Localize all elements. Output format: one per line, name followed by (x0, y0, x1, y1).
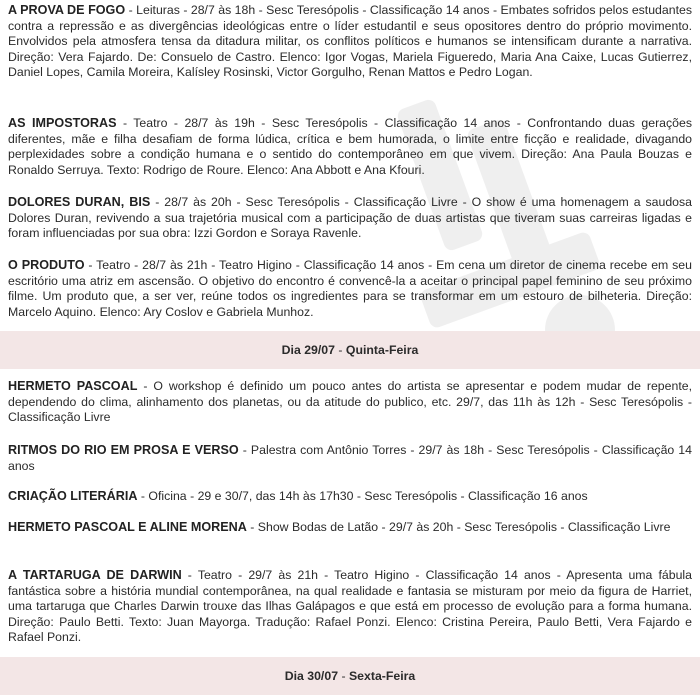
event-a-tartaruga-de-darwin: A TARTARUGA DE DARWIN - Teatro - 29/7 às 21h - Teatro Higino - Classificação 14 anos - Apresenta uma fábula fantástica sobre a história mundial contemporânea, na qual realidade e fantasia se misturam por meio da figura de Harriet, uma tartaruga que Charles Darwin trouxe das Ilhas Galápagos e que está em processo de evolução para a forma humana. Direção: Paulo Betti. Texto: Juan Mayorga. Tradução: Rafael Ponzi. Elenco: Cristina Pereira, Paulo Betti, Vera Fajardo e Rafael Ponzi. (8, 568, 692, 645)
event-criacao-literaria: CRIAÇÃO LITERÁRIA - Oficina - 29 e 30/7, das 14h às 17h30 - Sesc Teresópolis - Classificação 16 anos (8, 489, 588, 503)
day-date: Dia 30/07 (284, 669, 339, 683)
event-description: Teatro - 28/7 às 19h - Sesc Teresópolis - Classificação 14 anos - Confrontando duas gerações diferentes, mãe e filha desafiam de forma lúdica, crítica e bem humorada, o limite entre ficção e realidade, divagando perplexidades sobre a condição humana e o sentido do contemporâneo em que vivem. Direção: Ana Paula Bouzas e Ronaldo Serruya. Texto: Rodrigo de Roure. Elenco: Ana Abbott e Ana Kfouri. (8, 116, 692, 177)
day-date: Dia 29/07 (281, 343, 335, 357)
event-description: O workshop é definido um pouco antes do artista se apresentar e podem mudar de repente, dependendo do clima, alinhamento dos planetas, ou da atitude do publico, etc. 29/7, das 11h às 12h - Sesc Teresópolis - Classificação Livre (8, 379, 692, 425)
event-title: A PROVA DE FOGO (8, 3, 126, 17)
event-hermeto-pascoal: HERMETO PASCOAL - O workshop é definido um pouco antes do artista se apresentar e podem mudar de repente, dependendo do clima, alinhamento dos planetas, ou da atitude do publico, etc. 29/7, das 11h às 12h - Sesc Teresópolis - Classificação Livre (8, 379, 692, 425)
day-header-30-07: Dia 30/07 - Sexta-Feira (0, 657, 700, 695)
day-weekday: Quinta-Feira (345, 343, 419, 357)
event-hermeto-e-aline: HERMETO PASCOAL E ALINE MORENA - Show Bodas de Latão - 29/7 às 20h - Sesc Teresópolis - Classificação Livre (8, 520, 671, 534)
event-description: Leituras - 28/7 às 18h - Sesc Teresópolis - Classificação 14 anos - Embates sofridos pelos estudantes contra a repressão e as divergências ideológicas entre o líder estudantil e seus opositores dentro do próprio movimento. Envolvidos pela atmosfera tensa da ditadura militar, os conflitos políticos e humanos se intensificam durante a narrativa. Direção: Vera Fajardo. De: Consuelo de Castro. Elenco: Igor Vogas, Mariela Figueredo, Maria Ana Caixe, Lucas Gutierrez, Daniel Lopes, Camila Moreira, Kalísley Rosinski, Victor Gorgulho, Renan Mattos e Pedro Logan. (8, 3, 692, 80)
event-description: Show Bodas de Latão - 29/7 às 20h - Sesc Teresópolis - Classificação Livre (257, 520, 671, 534)
event-title: CRIAÇÃO LITERÁRIA (8, 489, 138, 503)
day-header-29-07: Dia 29/07 - Quinta-Feira (0, 331, 700, 369)
event-o-produto: O PRODUTO - Teatro - 28/7 às 21h - Teatro Higino - Classificação 14 anos - Em cena um diretor de cinema recebe em seu escritório uma atriz em ascensão. O objetivo do encontro é convencê-la a aceitar o principal papel feminino de seu próximo filme. Um produto que, a ser ver, reúne todos os ingredientes para se transformar em um estouro de bilheteria. Direção: Marcelo Aquino. Elenco: Ary Coslov e Gabriela Munhoz. (8, 258, 692, 319)
day-weekday: Sexta-Feira (348, 669, 416, 683)
event-description: Teatro - 28/7 às 21h - Teatro Higino - Classificação 14 anos - Em cena um diretor de cinema recebe em seu escritório uma atriz em ascensão. O objetivo do encontro é convencê-la a aceitar o principal papel feminino de seu próximo filme. Um produto que, a ser ver, reúne todos os ingredientes para se transformar em um estouro de bilheteria. Direção: Marcelo Aquino. Elenco: Ary Coslov e Gabriela Munhoz. (8, 258, 692, 319)
event-description: Palestra com Antônio Torres - 29/7 às 18h - Sesc Teresópolis - Classificação 14 anos (8, 443, 692, 473)
event-title: HERMETO PASCOAL E ALINE MORENA (8, 520, 247, 534)
event-dolores-duran-bis: DOLORES DURAN, BIS - 28/7 às 20h - Sesc Teresópolis - Classificação Livre - O show é uma homenagem a saudosa Dolores Duran, revivendo a sua trajetória musical com a participação de duas artistas que tiveram suas carreiras ligadas e foram influenciadas por sua obra: Izzi Gordon e Soraya Ravenle. (8, 195, 692, 241)
event-title: AS IMPOSTORAS (8, 116, 117, 130)
event-title: HERMETO PASCOAL (8, 379, 138, 393)
event-description: Teatro - 29/7 às 21h - Teatro Higino - Classificação 14 anos - Apresenta uma fábula fantástica sobre a história mundial contemporânea, na qual realidade e fantasia se misturam por meio da figura de Harriet, uma tartaruga que Charles Darwin trouxe das Ilhas Galápagos e que está em processo de evolução para a forma humana. Direção: Paulo Betti. Texto: Juan Mayorga. Tradução: Rafael Ponzi. Elenco: Cristina Pereira, Paulo Betti, Vera Fajardo e Rafael Ponzi. (8, 568, 692, 645)
event-description: Oficina - 29 e 30/7, das 14h às 17h30 - Sesc Teresópolis - Classificação 16 anos (148, 489, 588, 503)
event-as-impostoras: AS IMPOSTORAS - Teatro - 28/7 às 19h - Sesc Teresópolis - Classificação 14 anos - Confrontando duas gerações diferentes, mãe e filha desafiam de forma lúdica, crítica e bem humorada, o limite entre ficção e realidade, divagando perplexidades sobre a condição humana e o sentido do contemporâneo em que vivem. Direção: Ana Paula Bouzas e Ronaldo Serruya. Texto: Rodrigo de Roure. Elenco: Ana Abbott e Ana Kfouri. (8, 116, 692, 177)
event-ritmos-do-rio: RITMOS DO RIO EM PROSA E VERSO - Palestra com Antônio Torres - 29/7 às 18h - Sesc Teresópolis - Classificação 14 anos (8, 443, 692, 473)
event-title: DOLORES DURAN, BIS (8, 195, 151, 209)
event-title: A TARTARUGA DE DARWIN (8, 568, 182, 582)
event-description: 28/7 às 20h - Sesc Teresópolis - Classificação Livre - O show é uma homenagem a saudosa Dolores Duran, revivendo a sua trajetória musical com a participação de duas artistas que tiveram suas carreiras ligadas e foram influenciadas por sua obra: Izzi Gordon e Soraya Ravenle. (8, 195, 692, 241)
event-title: O PRODUTO (8, 258, 85, 272)
event-title: RITMOS DO RIO EM PROSA E VERSO (8, 443, 239, 457)
event-a-prova-de-fogo: A PROVA DE FOGO - Leituras - 28/7 às 18h - Sesc Teresópolis - Classificação 14 anos - Embates sofridos pelos estudantes contra a repressão e as divergências ideológicas entre o líder estudantil e seus opositores dentro do próprio movimento. Envolvidos pela atmosfera tensa da ditadura militar, os conflitos políticos e humanos se intensificam durante a narrativa. Direção: Vera Fajardo. De: Consuelo de Castro. Elenco: Igor Vogas, Mariela Figueredo, Maria Ana Caixe, Lucas Gutierrez, Daniel Lopes, Camila Moreira, Kalísley Rosinski, Victor Gorgulho, Renan Mattos e Pedro Logan. (8, 3, 692, 80)
